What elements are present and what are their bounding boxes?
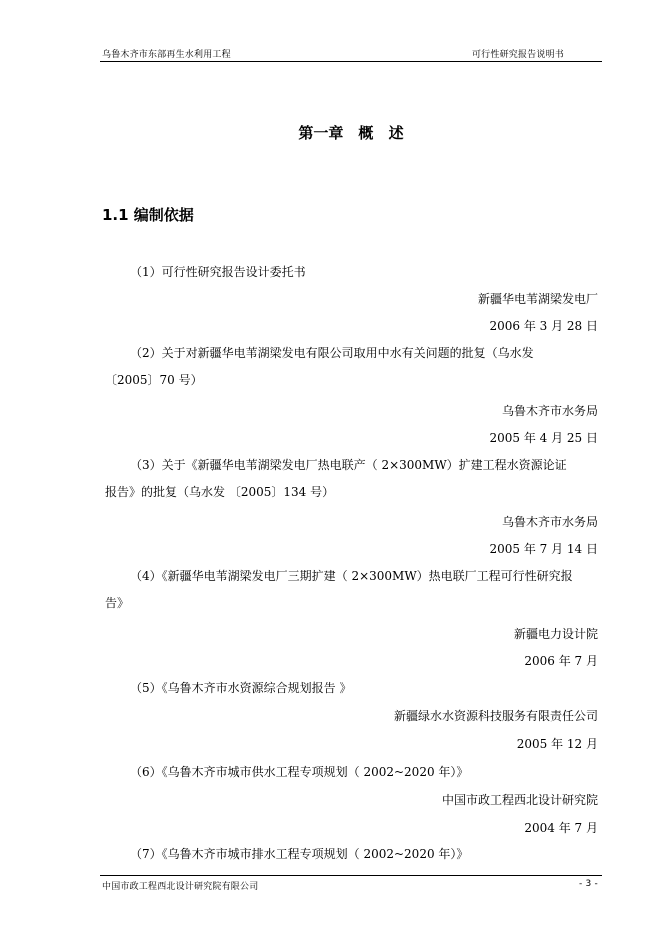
reference-item-2-date: 2005 年 4 月 25 日 bbox=[489, 431, 598, 445]
reference-item-6-text: （6）《乌鲁木齐市城市供水工程专项规划（ 2002~2020 年）》 bbox=[130, 765, 469, 779]
page-header bbox=[100, 47, 602, 62]
section-title: 1.1 编制依据 bbox=[102, 206, 194, 224]
reference-item-1-text: （1）可行性研究报告设计委托书 bbox=[130, 265, 306, 279]
reference-item-3-text: （3）关于《新疆华电苇湖梁发电厂热电联产（ 2×300MW）扩建工程水资源论证 bbox=[130, 458, 567, 472]
header-doc-title: 可行性研究报告说明书 bbox=[471, 50, 564, 60]
reference-item-3-date: 2005 年 7 月 14 日 bbox=[489, 542, 598, 556]
reference-item-2-text-cont: 〔2005〕70 号） bbox=[105, 373, 203, 387]
reference-item-2-text: （2）关于对新疆华电苇湖梁发电有限公司取用中水有关问题的批复（乌水发 bbox=[130, 346, 534, 360]
footer-company: 中国市政工程西北设计研究院有限公司 bbox=[102, 882, 259, 892]
reference-item-4-text-cont: 告》 bbox=[105, 596, 130, 610]
reference-item-3-text-cont: 报告》的批复（乌水发 〔2005〕134 号） bbox=[105, 485, 335, 499]
header-project-title: 乌鲁木齐市东部再生水利用工程 bbox=[102, 50, 231, 60]
reference-item-3-org: 乌鲁木齐市水务局 bbox=[501, 515, 598, 529]
chapter-title: 第一章 概 述 bbox=[298, 124, 404, 142]
reference-item-5-text: （5）《乌鲁木齐市水资源综合规划报告 》 bbox=[130, 681, 352, 695]
reference-item-2-org: 乌鲁木齐市水务局 bbox=[501, 404, 598, 418]
reference-item-7-text: （7）《乌鲁木齐市城市排水工程专项规划（ 2002~2020 年）》 bbox=[130, 847, 469, 861]
reference-item-1-org: 新疆华电苇湖梁发电厂 bbox=[477, 292, 598, 306]
reference-item-4-text: （4）《新疆华电苇湖梁发电厂三期扩建（ 2×300MW）热电联厂工程可行性研究报 bbox=[130, 569, 573, 583]
reference-item-4-org: 新疆电力设计院 bbox=[513, 627, 598, 641]
reference-item-4-date: 2006 年 7 月 bbox=[524, 654, 598, 668]
reference-item-5-org: 新疆绿水水资源科技服务有限责任公司 bbox=[393, 709, 598, 723]
page-number: - 3 - bbox=[579, 879, 598, 889]
reference-item-6-date: 2004 年 7 月 bbox=[524, 821, 598, 835]
reference-item-6-org: 中国市政工程西北设计研究院 bbox=[441, 793, 598, 807]
reference-item-5-date: 2005 年 12 月 bbox=[516, 737, 598, 751]
page-footer bbox=[100, 875, 602, 893]
reference-item-1-date: 2006 年 3 月 28 日 bbox=[489, 319, 598, 333]
